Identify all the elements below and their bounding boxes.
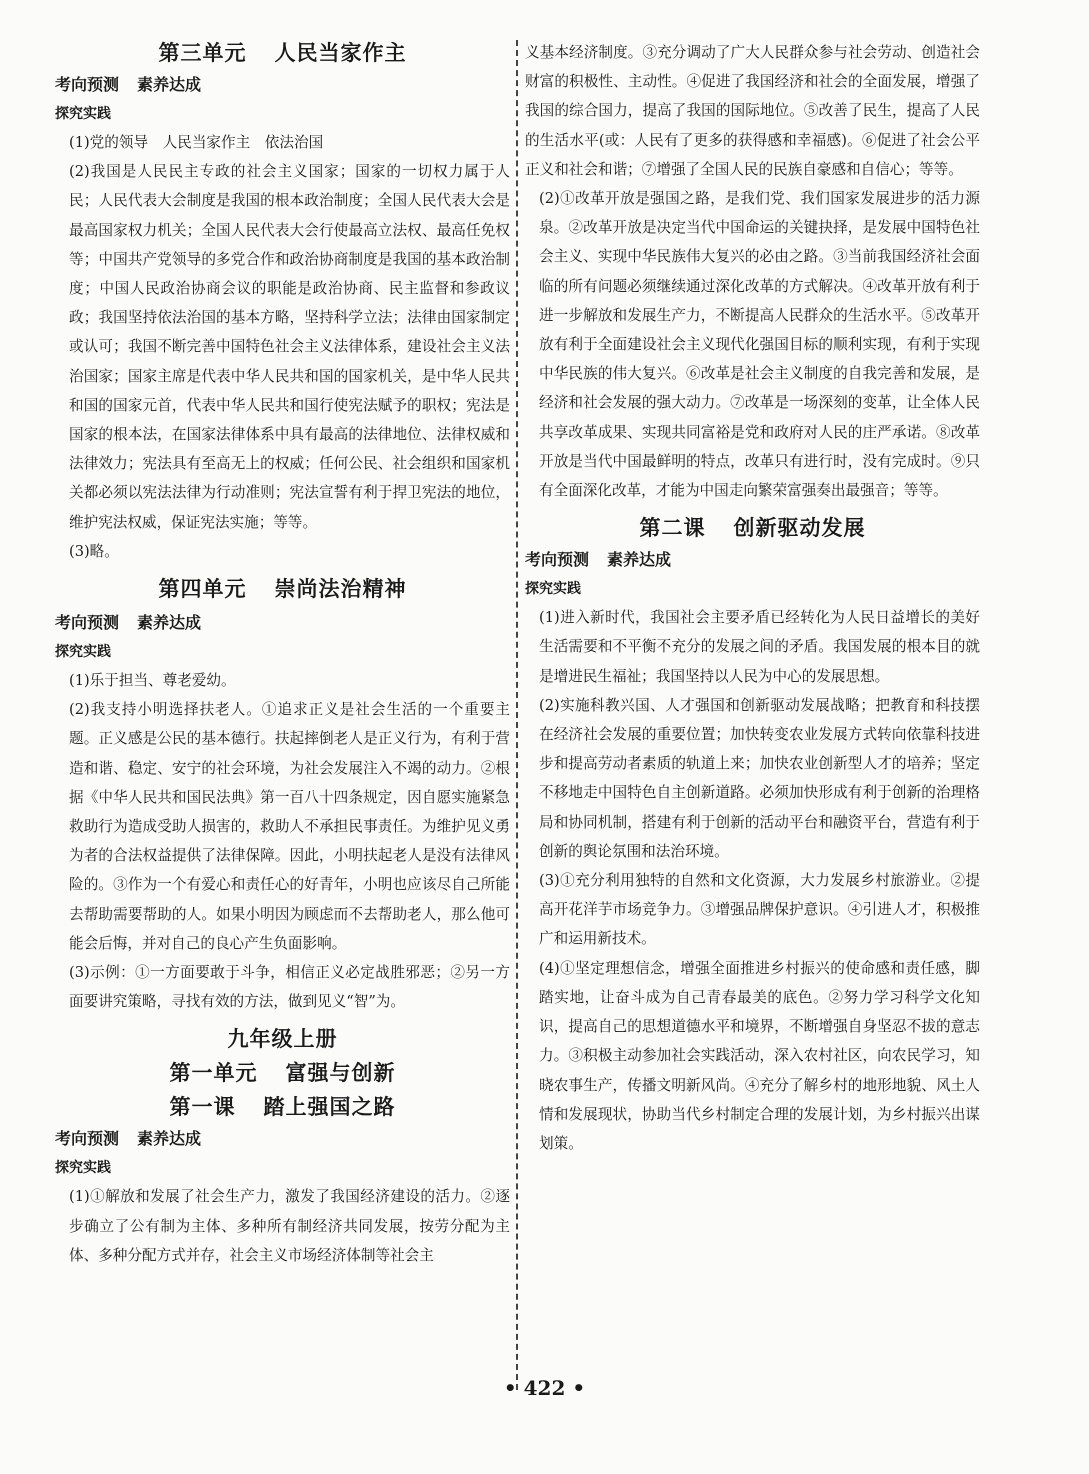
unit4-kx-label [55, 610, 510, 636]
unit3-title: 人民当家作主 [274, 41, 407, 65]
kx-part-a: 考向预测 [55, 613, 120, 633]
lesson2-kx-label [525, 547, 980, 573]
grade9-unit-heading [55, 1058, 510, 1088]
unit-title: 富强与创新 [285, 1061, 396, 1086]
unit3-number: 第三单元 [158, 41, 247, 65]
lesson2-answer-2: (2)实施科教兴国、人才强国和创新驱动发展战略；把教育和科技摆在经济社会发展的重要位置；加快转变农业发展方式转向依靠科技进步和提高劳动者素质的轨道上来；加快农业创新型人才的培养；坚定不移地走中国特色自主创新道路。必须加快形成有利于创新的治理格局和协同机制，搭建有利于创新的活动平台和融资平台，营造有利于创新的舆论氛围和法治环境。 [539, 696, 980, 860]
lesson1-answer-1-continued: 义基本经济制度。③充分调动了广大人民群众参与社会劳动、创造社会财富的积极性、主动性。④促进了我国经济和社会的全面发展，增强了我国的综合国力，提高了我国的国际地位。⑤改善了民生，提高了人民的生活水平(或：人民有了更多的获得感和幸福感)。⑥促进了社会公平正义和社会和谐；⑦增强了全国人民的民族自豪感和自信心；等等。 [525, 44, 980, 178]
unit4-title: 崇尚法治精神 [274, 577, 407, 602]
lesson1-tj-label: 探究实践 [55, 1160, 111, 1177]
unit3-kx-label [55, 72, 510, 98]
unit4-answer-2: (2)我支持小明选择扶老人。①追求正义是社会生活的一个重要主题。正义感是公民的基本德行。扶起摔倒老人是正义行为，有利于营造和谐、稳定、安宁的社会环境，为社会发展注入不竭的动力。②根据《中华人民共和国民法典》第一百八十四条规定，因自愿实施紧急救助行为造成受助人损害的，救助人不承担民事责任。为维护见义勇为者的合法权益提供了法律保障。因此，小明扶起老人是没有法律风险的。③作为一个有爱心和责任心的好青年，小明也应该尽自己所能去帮助需要帮助的人。如果小明因为顾虑而不去帮助老人，那么他可能会后悔，并对自己的良心产生负面影响。 [69, 701, 510, 952]
lesson1-answer-2: (2)①改革开放是强国之路，是我们党、我们国家发展进步的活力源泉。②改革开放是决定当代中国命运的关键抉择，是发展中国特色社会主义、实现中华民族伟大复兴的必由之路。③当前我国经济社会面临的所有问题必须继续通过深化改革的方式解决。④改革开放有利于进一步解放和发展生产力，不断提高人民群众的生活水平。⑤改革开放有利于全面建设社会主义现代化强国目标的顺利实现，有利于实现中华民族的伟大复兴。⑥改革是社会主义制度的自我完善和发展，是经济和社会发展的强大动力。⑦改革是一场深刻的变革，让全体人民共享改革成果、实现共同富裕是党和政府对人民的庄严承诺。⑧改革开放是当代中国最鲜明的特点，改革只有进行时，没有完成时。⑨只有全面深化改革，才能为中国走向繁荣富强奏出最强音；等等。 [539, 190, 980, 500]
lesson-title: 创新驱动发展 [733, 516, 866, 541]
unit3-answer-1: (1)党的领导 人民当家作主 依法治国 [69, 134, 324, 151]
kx-part-a: 考向预测 [55, 1129, 120, 1149]
unit3-answer-3: (3)略。 [69, 542, 119, 560]
lesson2-answer-3: (3)①充分利用独特的自然和文化资源，大力发展乡村旅游业。②提高开花洋芋市场竞争力。③增强品牌保护意识。④引进人才，积极推广和运用新技术。 [539, 872, 980, 948]
lesson-number: 第二课 [639, 516, 706, 541]
lesson2-answer-4: (4)①坚定理想信念，增强全面推进乡村振兴的使命感和责任感，脚踏实地，让奋斗成为自己青春最美的底色。②努力学习科学文化知识，提高自己的思想道德水平和境界，不断增强自身坚忍不拔的意志力。③积极主动参加社会实践活动，深入农村社区，向农民学习，知晓农事生产，传播文明新风尚。④充分了解乡村的地形地貌、风土人情和发展现状，协助当代乡村制定合理的发展计划，为乡村振兴出谋划策。 [539, 959, 980, 1152]
column-divider [516, 40, 518, 1390]
kx-part-b: 素养达成 [137, 1129, 202, 1149]
lesson2-tj-label: 探究实践 [525, 581, 581, 598]
unit4-number: 第四单元 [158, 577, 247, 602]
unit3-heading [55, 38, 510, 68]
unit4-heading [55, 574, 510, 604]
kx-part-a: 考向预测 [525, 550, 590, 570]
lesson2-answer-1: (1)进入新时代，我国社会主要矛盾已经转化为人民日益增长的美好生活需要和不平衡不充分的发展之间的矛盾。我国发展的根本目的就是增进民生福祉；我国坚持以人民为中心的发展思想。 [539, 609, 980, 685]
right-column [525, 38, 980, 1158]
lesson-title: 踏上强国之路 [263, 1095, 396, 1120]
left-column [55, 38, 510, 1270]
page-number: • 422 • [503, 1376, 586, 1400]
unit-number: 第一单元 [169, 1061, 258, 1086]
grade9-book-heading: 九年级上册 [227, 1027, 338, 1052]
lesson2-heading [525, 513, 980, 543]
lesson1-kx-label [55, 1126, 510, 1152]
unit4-answer-3: (3)示例：①一方面要敢于斗争，相信正义必定战胜邪恶；②另一方面要讲究策略，寻找有效的方法，做到见义“智”为。 [69, 964, 510, 1011]
kx-part-b: 素养达成 [137, 613, 202, 633]
lesson-number: 第一课 [169, 1095, 236, 1120]
kx-part-b: 素养达成 [137, 75, 202, 94]
lesson1-answer-1: (1)①解放和发展了社会生产力，激发了我国经济建设的活力。②逐步确立了公有制为主体、多种所有制经济共同发展，按劳分配为主体、多种分配方式并存，社会主义市场经济体制等社会主 [69, 1188, 510, 1264]
kx-part-b: 素养达成 [607, 550, 672, 570]
unit4-answer-1: (1)乐于担当、尊老爱幼。 [69, 672, 236, 690]
lesson1-heading [55, 1092, 510, 1122]
unit3-tj-label: 探究实践 [55, 106, 111, 122]
unit4-tj-label: 探究实践 [55, 644, 111, 661]
unit3-answer-2: (2)我国是人民民主专政的社会主义国家；国家的一切权力属于人民；人民代表大会制度是我国的根本政治制度；全国人民代表大会是最高国家权力机关；全国人民代表大会行使最高立法权、最高任免权等；中国共产党领导的多党合作和政治协商制度是我国的基本政治制度；中国人民政治协商会议的职能是政治协商、民主监督和参政议政；我国坚持依法治国的基本方略，坚持科学立法；法律由国家制定或认可；我国不断完善中国特色社会主义法律体系，建设社会主义法治国家；国家主席是代表中华人民共和国的国家机关，是中华人民共和国的国家元首，代表中华人民共和国行使宪法赋予的职权；宪法是国家的根本法，在国家法律体系中具有最高的法律地位、法律权威和法律效力；宪法具有至高无上的权威；任何公民、社会组织和国家机关都必须以宪法法律为行动准则；宪法宣誓有利于捍卫宪法的地位，维护宪法权威，保证宪法实施；等等。 [69, 163, 510, 531]
kx-part-a: 考向预测 [55, 75, 120, 94]
